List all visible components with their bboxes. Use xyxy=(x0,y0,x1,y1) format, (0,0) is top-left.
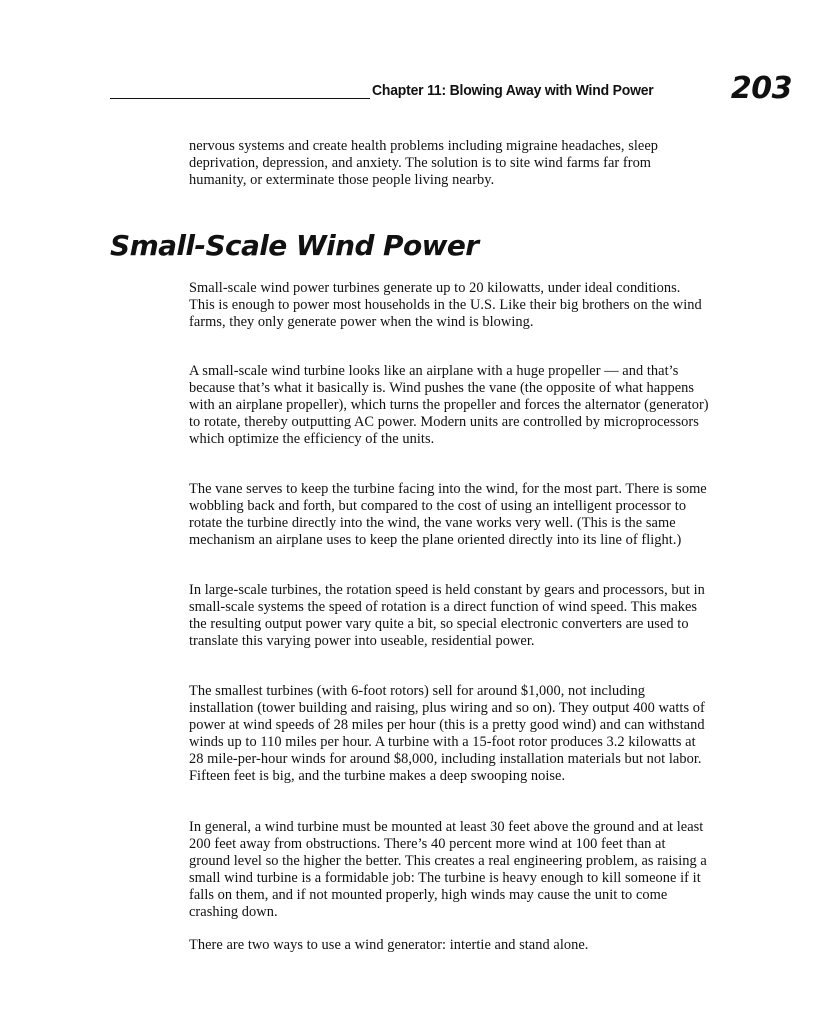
body-paragraph: In large-scale turbines, the rotation speed is held constant by gears and processors, but in small-scale systems the speed of rotation is a direct function of wind speed. This makes the resulting output power vary quite a bit, so special electronic converters are used to translate this varying power into useable, residential power. xyxy=(189,582,705,649)
header-rule xyxy=(110,98,370,99)
intro-paragraph: nervous systems and create health problems including migraine headaches, sleep deprivation, depression, and anxiety. The solution is to site wind farms far from humanity, or exterminate those people living nearby. xyxy=(189,138,659,188)
running-header xyxy=(110,72,792,104)
section-heading: Small-Scale Wind Power xyxy=(110,229,479,262)
body-paragraph: The vane serves to keep the turbine facing into the wind, for the most part. There is some wobbling back and forth, but compared to the cost of using an intelligent processor to rotate the turbine directly into the wind, the vane works very well. (This is the same mechanism an airplane uses to keep the plane oriented directly into its line of flight.) xyxy=(189,481,707,548)
body-paragraph: In general, a wind turbine must be mounted at least 30 feet above the ground and at least 200 feet away from obstructions. There’s 40 percent more wind at 100 feet than at ground level so the higher the better. This creates a real engineering problem, as raising a small wind turbine is a formidable job: The turbine is heavy enough to kill someone if it falls on them, and if not mounted properly, high winds may cause the unit to come crashing down. xyxy=(189,819,707,920)
body-paragraph: There are two ways to use a wind generator: intertie and stand alone. xyxy=(189,937,589,953)
body-paragraph: A small-scale wind turbine looks like an airplane with a huge propeller — and that’s because that’s what it basically is. Wind pushes the vane (the opposite of what happens with an airplane propeller), which turns the propeller and forces the alternator (generator) to rotate, thereby outputting AC power. Modern units are controlled by microprocessors which optimize the efficiency of the units. xyxy=(189,363,709,447)
body-paragraph: Small-scale wind power turbines generate up to 20 kilowatts, under ideal conditions. This is enough to power most households in the U.S. Like their big brothers on the wind farms, they only generate power when the wind is blowing. xyxy=(189,280,702,330)
page-number: 203 xyxy=(730,71,792,106)
body-paragraph: The smallest turbines (with 6-foot rotors) sell for around $1,000, not including installation (tower building and raising, plus wiring and so on). They output 400 watts of power at wind speeds of 28 miles per hour (this is a pretty good wind) and can withstand winds up to 110 miles per hour. A turbine with a 15-foot rotor produces 3.2 kilowatts at 28 mile-per-hour winds for around $8,000, including installation materials but not labor. Fifteen feet is big, and the turbine makes a deep swooping noise. xyxy=(189,683,705,784)
chapter-title: Chapter 11: Blowing Away with Wind Power xyxy=(372,82,654,99)
